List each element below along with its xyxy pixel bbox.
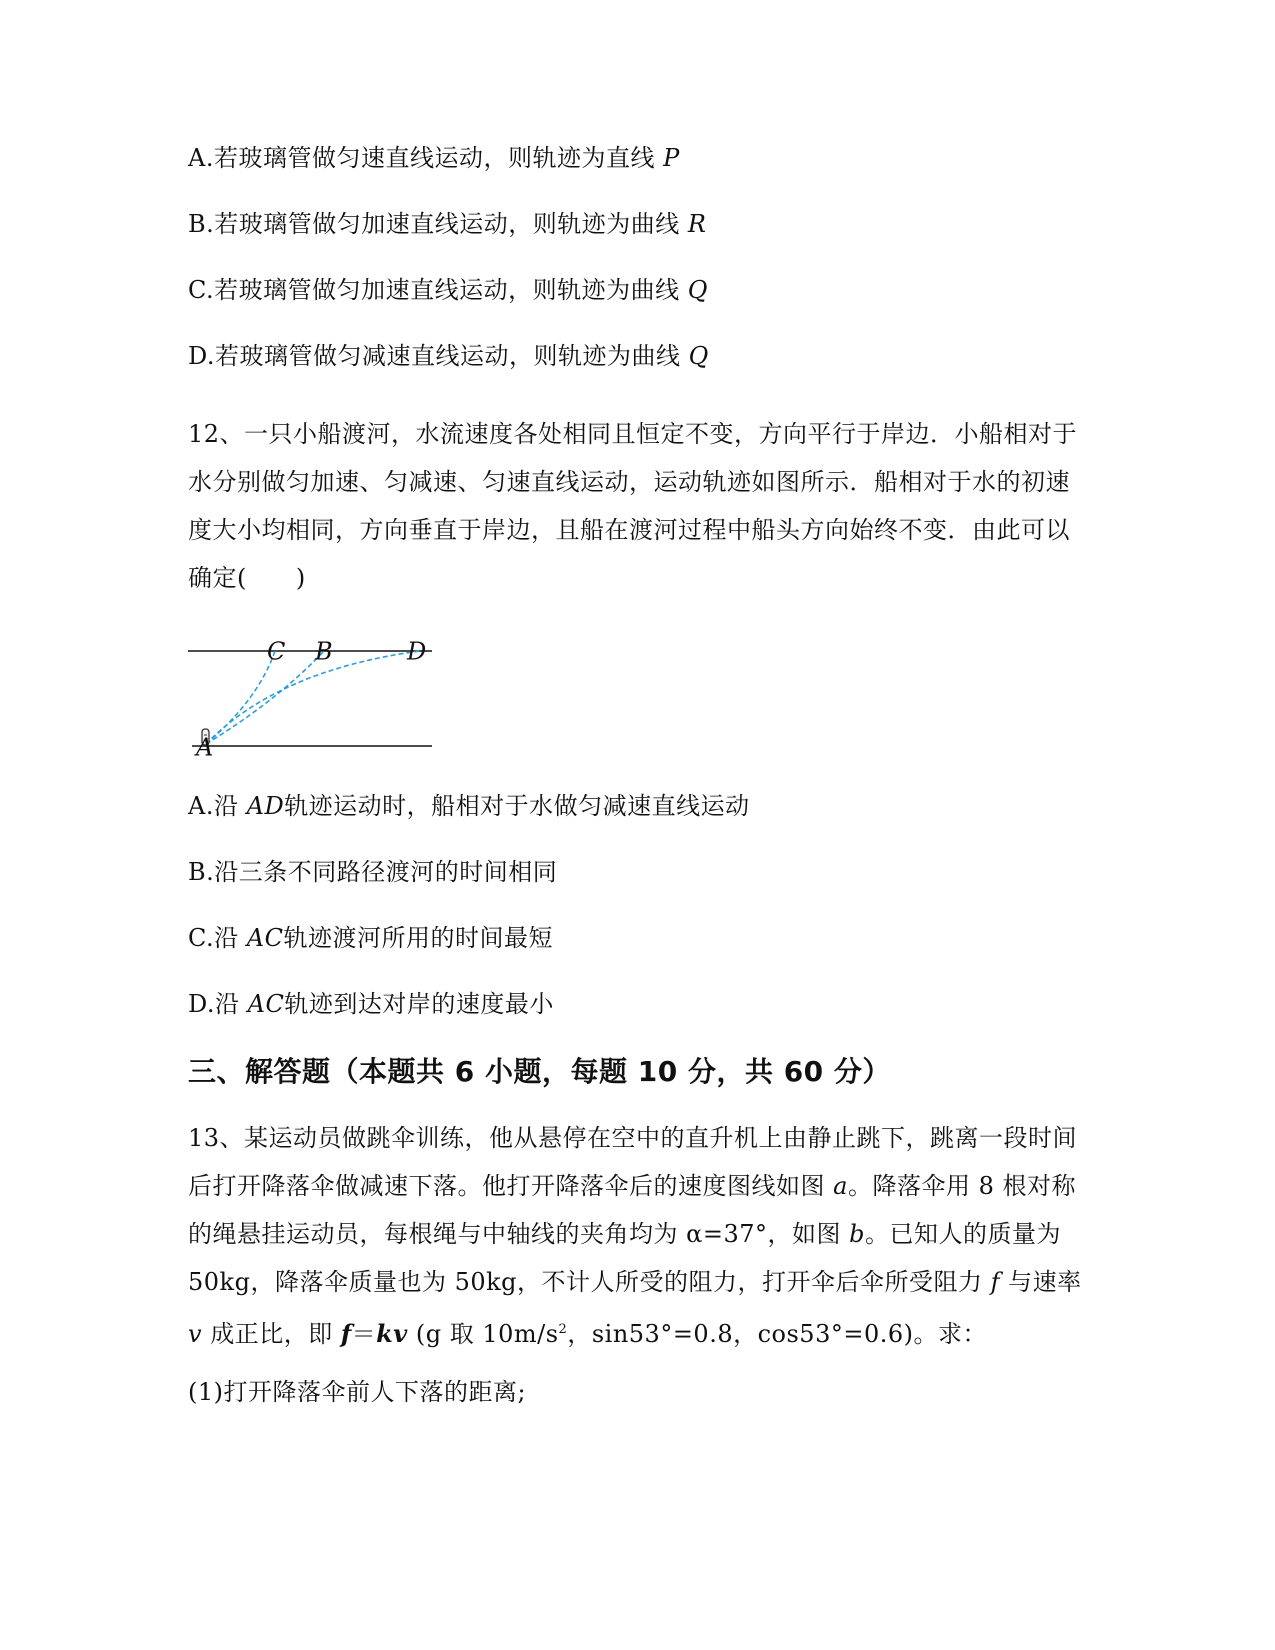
section-heading: 三、解答题（本题共 6 小题，每题 10 分，共 60 分） bbox=[188, 1055, 891, 1088]
q12-stem-line: 确定( ) bbox=[188, 564, 306, 592]
q12-stem-line: 水分别做匀加速、匀减速、匀速直线运动，运动轨迹如图所示．船相对于水的初速 bbox=[188, 468, 1070, 496]
q13-line-2: 后打开降落伞做减速下落。他打开降落伞后的速度图线如图 a。降落伞用 8 根对称 bbox=[188, 1172, 1076, 1200]
label-c: C bbox=[267, 640, 286, 666]
q11-option-c: C.若玻璃管做匀加速直线运动，则轨迹为曲线 Q bbox=[188, 276, 708, 304]
label-b: B bbox=[315, 640, 333, 666]
q12-stem-line: 12、一只小船渡河，水流速度各处相同且恒定不变，方向平行于岸边．小船相对于 bbox=[188, 420, 1078, 448]
q13-line-4: 50kg，降落伞质量也为 50kg，不计人所受的阻力，打开伞后伞所受阻力 f 与速率 bbox=[188, 1268, 1082, 1296]
label-a: A bbox=[196, 733, 214, 762]
q12-stem bbox=[188, 410, 1088, 602]
q12-option-d: D.沿 AC轨迹到达对岸的速度最小 bbox=[188, 990, 554, 1018]
river-crossing-figure bbox=[188, 640, 468, 785]
q13-stem bbox=[188, 1114, 1088, 1358]
trajectory-ac bbox=[206, 651, 275, 744]
q12-option-b: B.沿三条不同路径渡河的时间相同 bbox=[188, 858, 558, 886]
trajectory-curves bbox=[206, 651, 420, 744]
q11-option-d: D.若玻璃管做匀减速直线运动，则轨迹为曲线 Q bbox=[188, 342, 709, 370]
q13-subquestion-1: (1)打开降落伞前人下落的距离; bbox=[188, 1378, 527, 1406]
trajectory-ad bbox=[206, 651, 420, 744]
q13-line-5: v 成正比，即 f＝kv (g 取 $10m/s^2$，sin53°=0.8，cos53°=0.6)。求： bbox=[188, 1319, 987, 1348]
q11-option-b: B.若玻璃管做匀加速直线运动，则轨迹为曲线 R bbox=[188, 210, 707, 238]
q11-option-a: A.若玻璃管做匀速直线运动，则轨迹为直线 P bbox=[188, 144, 680, 172]
trajectory-ab bbox=[206, 651, 324, 744]
river-crossing-diagram bbox=[188, 640, 468, 785]
label-d: D bbox=[407, 640, 427, 666]
q12-option-c: C.沿 AC轨迹渡河所用的时间最短 bbox=[188, 924, 553, 952]
q13-line-1: 13、某运动员做跳伞训练，他从悬停在空中的直升机上由静止跳下，跳离一段时间 bbox=[188, 1124, 1078, 1152]
q13-line-3: 的绳悬挂运动员，每根绳与中轴线的夹角均为 α=37°，如图 b。已知人的质量为 bbox=[188, 1220, 1061, 1248]
q12-option-a: A.沿 AD轨迹运动时，船相对于水做匀减速直线运动 bbox=[188, 792, 750, 820]
q12-stem-line: 度大小均相同，方向垂直于岸边，且船在渡河过程中船头方向始终不变．由此可以 bbox=[188, 516, 1070, 544]
